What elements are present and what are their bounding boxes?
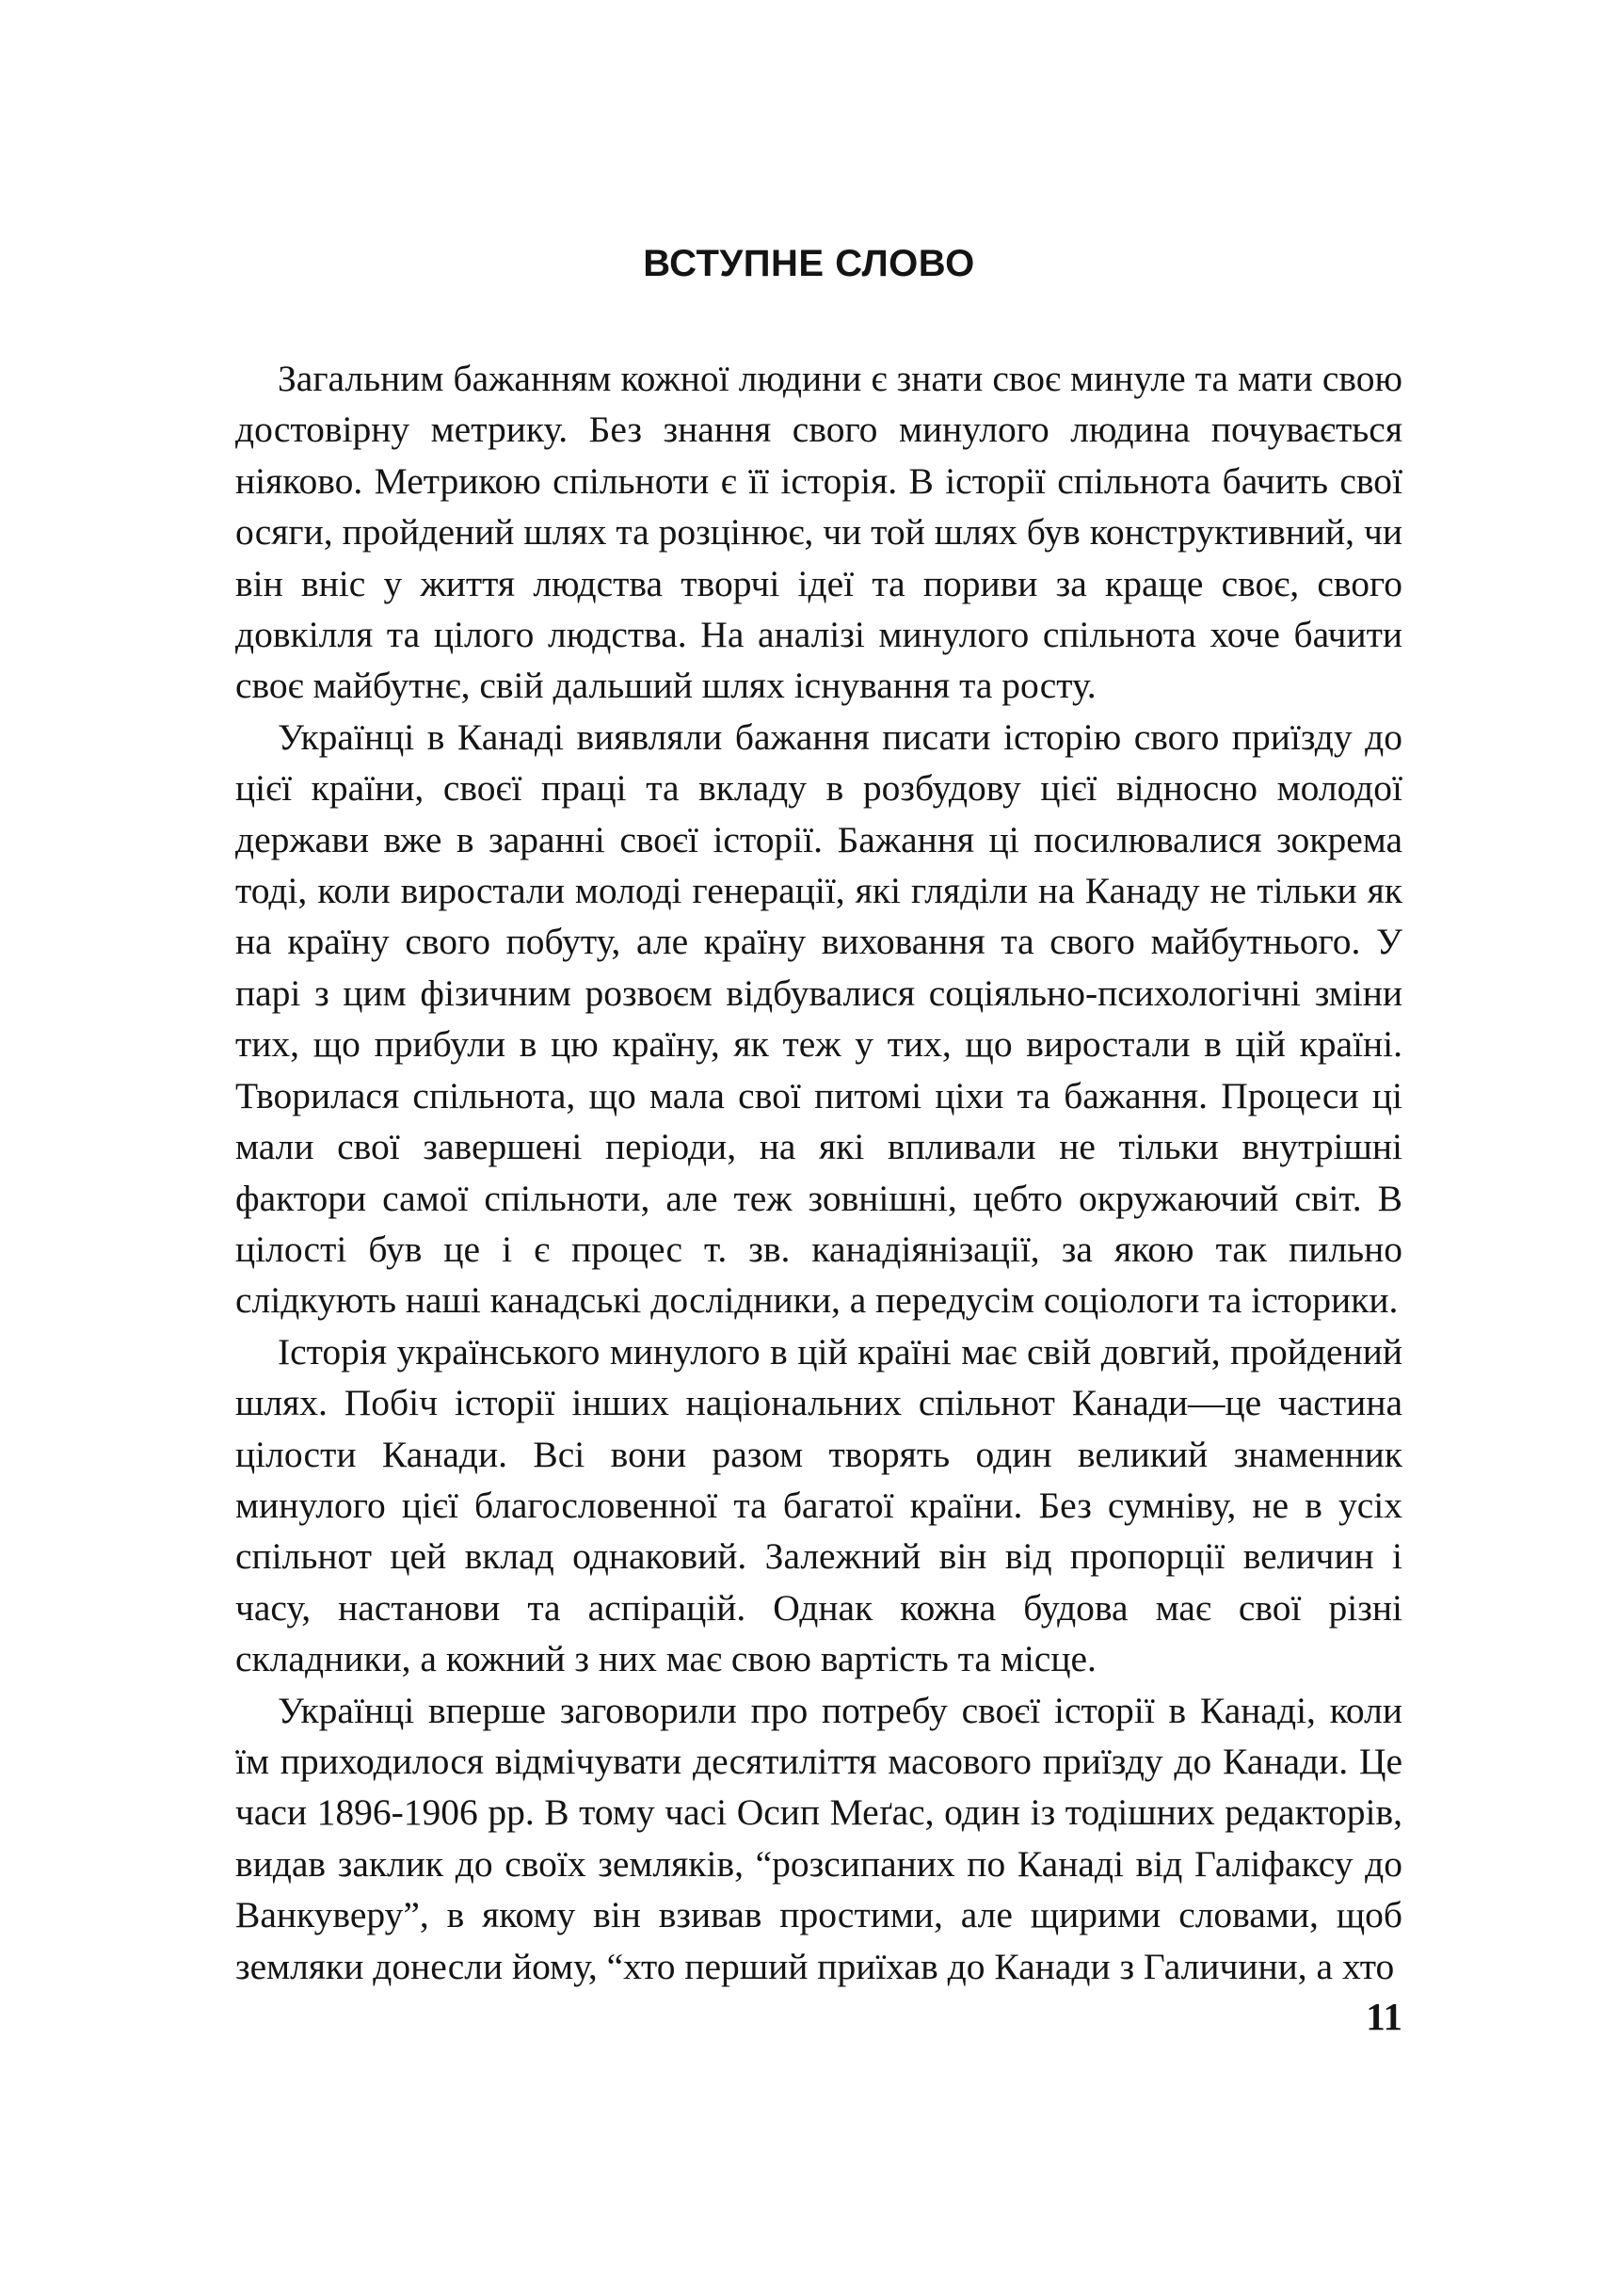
paragraph-3: Історія українського минулого в цій країні має свій довгий, пройдений шлях. Побіч історії інших національних спільнот Канади—це частина цілости Канади. Всі вони разом творять один великий знаменник минулого цієї благословенної та багатої країни. Без сумніву, не в усіх спільнот цей вклад однаковий. Залежний він від пропорції величин і часу, настанови та аспірацій. Однак кожна будова має свої різні складники, а кожний з них має свою вартість та місце. [235,1330,1402,1680]
page-number: 11 [1366,1995,1402,2038]
paragraph-2: Українці в Канаді виявляли бажання писати історію свого приїзду до цієї країни, своєї праці та вкладу в розбудову цієї відносно молодої держави вже в заранні своєї історії. Бажання ці посилювалися зокрема тоді, коли виростали молоді генерації, які гляділи на Канаду не тільки як на країну свого побуту, але країну виховання та свого майбутнього. У парі з цим фізичним розвоєм відбувалися соціяльно-психологічні зміни тих, що прибули в цю країну, як теж у тих, що виростали в цій країні. Творилася спільнота, що мала свої питомі ціхи та бажання. Процеси ці мали свої завершені періоди, на які впливали не тільки внутрішні фактори самої спільноти, але теж зовнішні, цебто окружаючий світ. В цілості був це і є процес т. зв. канадіянізації, за якою так пильно слідкують наші канадські дослідники, а передусім соціологи та історики. [235,715,1402,1322]
body-text [235,353,1402,1992]
page-title: ВСТУПНЕ СЛОВО [643,243,975,284]
paragraph-4: Українці вперше заговорили про потребу своєї історії в Канаді, коли їм приходилося відмічувати десятиліття масового приїзду до Канади. Це часи 1896-1906 рр. В тому часі Осип Меґас, один із тодішних редакторів, видав заклик до своїх земляків, “розсипаних по Канаді від Галіфаксу до Ванкуверу”, в якому він взивав простими, але щирими словами, щоб земляки донесли йому, “хто перший приїхав до Канади з Галичини, а хто [235,1689,1402,1987]
paragraph-1: Загальним бажанням кожної людини є знати своє минуле та мати свою достовірну метрику. Без знання свого минулого людина почувається ніяково. Метрикою спільноти є її історія. В історії спільнота бачить свої осяги, пройдений шлях та розцінює, чи той шлях був конструктивний, чи він вніс у життя людства творчі ідеї та пориви за краще своє, свого довкілля та цілого людства. На аналізі минулого спільнота хоче бачити своє майбутнє, свій дальший шлях існування та росту. [235,358,1402,707]
